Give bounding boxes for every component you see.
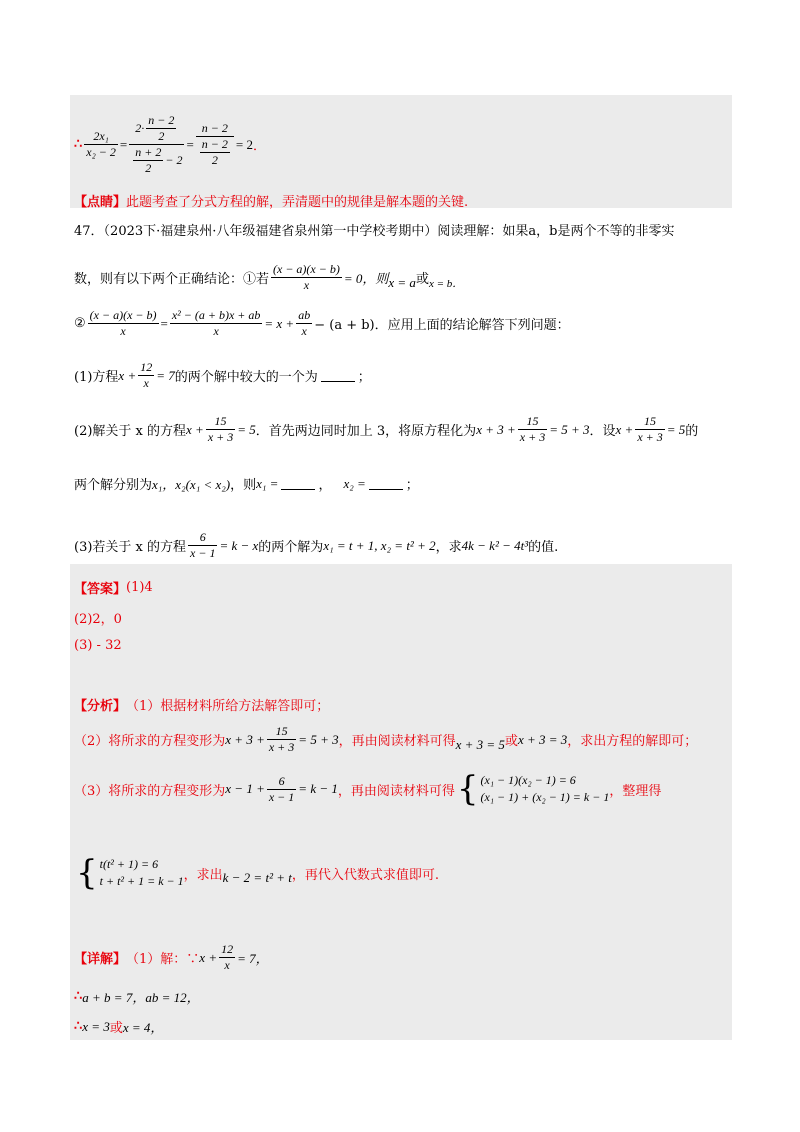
- analysis-line-4: { t(t² + 1) = 6 t + t² + 1 = k − 1 ，求出 k − 2 = t² + t ，再代入代数式求值即可.: [76, 853, 439, 893]
- q47-part-3: (3)若关于 x 的方程 $\frac{6}{x - 1}$ = k − x 的两个解为 x₁ = t + 1, x₂ = t² + 2 ，求 4k − k² − 4t³ 的值.: [74, 530, 559, 560]
- answer-blank-1: [321, 369, 355, 382]
- analysis-tag: 【分析】: [74, 699, 127, 714]
- solution-continued-block: [70, 95, 732, 208]
- detail-line-1: 【详解】 （1）解：∵ x + $\frac{12}{x}$ = 7，: [74, 942, 269, 972]
- q47-line-2: 数，则有以下两个正确结论：①若 $\frac{(x - a)(x - b)}{x}$ = 0，则 x = a 或 x = b．: [74, 262, 464, 292]
- analysis-line-3: （3）将所求的方程变形为 x − 1 + $\frac{6}{x - 1}$ = k − 1 ，再由阅读材料可得 { (x₁ − 1)(x₂ − 1) = 6 (x₁ − 1) + (x₂ − 1) = k − 1 ，整理得: [74, 769, 662, 809]
- question-47: [70, 208, 732, 564]
- fraction-1: $\frac{\text{2x₁}}{\text{x₂ − 2}}$: [86, 129, 116, 159]
- analysis-line-2: （2）将所求的方程变形为 x + 3 + $\frac{15}{x + 3}$ = 5 + 3 ，再由阅读材料可得 x + 3 = 5 或 x + 3 = 3 ，求出方程的解即可；: [74, 724, 698, 754]
- answer-tag: 【答案】: [74, 582, 127, 597]
- answer-block: [70, 564, 732, 1040]
- answer-line-1: 【答案】 (1)4: [74, 580, 153, 597]
- q47-part-1: (1)方程 x + $\frac{12}{x}$ = 7 的两个解中较大的一个为 ；: [74, 360, 371, 390]
- q47-part-2: (2)解关于 x 的方程 x + $\frac{15}{x + 3}$ = 5 ．首先两边同时加上 3，将原方程化为 x + 3 + $\frac{15}{x + 3}$ = 5 + 3 ．设 x + $\frac{15}{x + 3}$ = 5 的: [74, 414, 699, 444]
- equation-line: ∴ $\frac{\text{2x₁}}{\text{x₂ − 2}}$ = 2· $\frac{n - 2}{2}$ $\frac{n + 2}{2}$ − 2 = $\frac{n - 2}{\frac{n - 2}{2}}$ = 2 ．: [74, 113, 267, 175]
- therefore-symbol: ∴: [74, 137, 83, 152]
- q47-part-2-line-2: 两个解分别为 x₁，x₂(x₁ < x₂) ，则 x₁ = ， x₂ = ；: [74, 475, 419, 493]
- analysis-line-1: 【分析】 （1）根据材料所给方法解答即可；: [74, 695, 329, 714]
- dianjing-text: 此题考查了分式方程的解，弄清题中的规律是解本题的关键.: [126, 195, 469, 210]
- answer-line-3: (3) - 32: [74, 638, 122, 653]
- detail-line-3: ∴ x = 3 或 x = 4，: [74, 1018, 164, 1036]
- system-brace-2: { t(t² + 1) = 6 t + t² + 1 = k − 1: [76, 853, 184, 893]
- document-page: [70, 0, 732, 1132]
- answer-line-2: (2)2，0: [74, 612, 122, 627]
- fraction-2: 2· $\frac{n - 2}{2}$ $\frac{n + 2}{2}$ − 2: [129, 113, 184, 176]
- answer-blank-2: [281, 477, 315, 490]
- q47-line-3: ② $\frac{(x - a)(x - b)}{x}$ = $\frac{\text{x² − (a + b)x + ab}}{x}$ = x + $\frac{ab}{x}$ − (a + b)．应用上面的结论解答下列问题：: [74, 308, 570, 338]
- system-brace-1: { (x₁ − 1)(x₂ − 1) = 6 (x₁ − 1) + (x₂ − 1) = k − 1: [456, 769, 610, 809]
- detail-line-2: ∴ a + b = 7，ab = 12，: [74, 989, 200, 1005]
- fraction-3: $\frac{n - 2}{\frac{n - 2}{2}}$: [196, 121, 234, 168]
- answer-blank-3: [369, 477, 403, 490]
- q47-line-1: 47．（2023下·福建泉州·八年级福建省泉州第一中学校考期中）阅读理解：如果a，b是两个不等的非零实: [74, 224, 675, 239]
- dianjing-tag: 【点睛】: [74, 195, 127, 210]
- detail-tag: 【详解】: [74, 952, 127, 967]
